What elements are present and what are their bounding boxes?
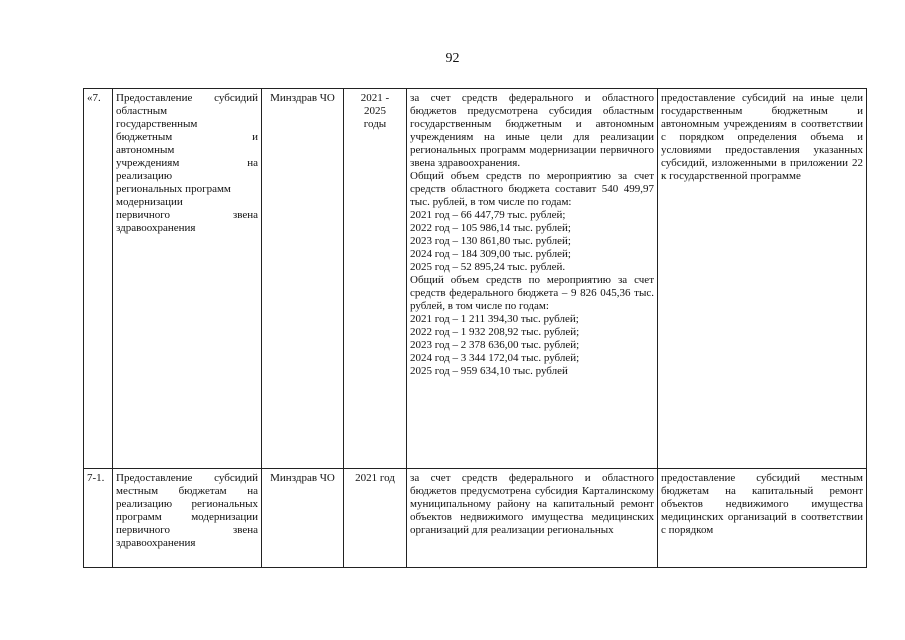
- page-number: 92: [445, 51, 460, 66]
- regional-total: Общий объем средств по мероприятию за счет средств областного бюджета составит 540 499,97 тыс. рублей, в том числе по годам:: [410, 170, 654, 208]
- measure-name-cell: [113, 89, 262, 469]
- measure-name-line: государственным: [116, 118, 198, 130]
- funding-intro: за счет средств федерального и областного бюджетов предусмотрена субсидия областным государственным бюджетным и автономным учреждениям на иные цели для реализации региональных программ модернизации первичного звена здравоохранения.: [410, 92, 654, 169]
- table-row: [84, 89, 867, 469]
- federal-total: Общий объем средств по мероприятию за счет средств федерального бюджета – 9 826 045,36 тыс. рублей, в том числе по годам:: [410, 274, 654, 312]
- measures-table: [83, 88, 867, 568]
- funding-cell: [407, 89, 658, 469]
- table-row: [84, 469, 867, 568]
- federal-year-line: 2024 год – 3 344 172,04 тыс. рублей;: [410, 352, 580, 364]
- measure-name-line: первичного звена: [116, 209, 258, 221]
- regional-year-line: 2025 год – 52 895,24 тыс. рублей.: [410, 261, 566, 273]
- procedure-cell: предоставление субсидий местным бюджетам на капитальный ремонт объектов недвижимого имущества медицинских организаций в соответствии с порядком: [658, 469, 867, 568]
- measure-name-line: бюджетным и: [116, 131, 258, 143]
- row-number: «7.: [84, 89, 113, 469]
- regional-year-line: 2023 год – 130 861,80 тыс. рублей;: [410, 235, 571, 247]
- federal-year-line: 2021 год – 1 211 394,30 тыс. рублей;: [410, 313, 579, 325]
- measure-name-line: реализацию: [116, 170, 173, 182]
- federal-year-line: 2025 год – 959 634,10 тыс. рублей: [410, 365, 568, 377]
- measure-name-line: учреждениям на: [116, 157, 258, 169]
- measure-name-cell: Предоставление субсидий местным бюджетам на реализацию региональных программ модернизации первичного звена здравоохранения: [113, 469, 262, 568]
- regional-year-line: 2024 год – 184 309,00 тыс. рублей;: [410, 248, 571, 260]
- regional-year-line: 2022 год – 105 986,14 тыс. рублей;: [410, 222, 571, 234]
- period-cell: 2021 год: [344, 469, 407, 568]
- period-text: 2021 - 2025 годы: [360, 92, 390, 130]
- measure-name-line: здравоохранения: [116, 222, 196, 234]
- federal-year-line: 2023 год – 2 378 636,00 тыс. рублей;: [410, 339, 580, 351]
- measure-name-line: автономным: [116, 144, 175, 156]
- period-cell: [344, 89, 407, 469]
- measure-name-line: Предоставление субсидий областным: [116, 92, 258, 117]
- funding-cell: за счет средств федерального и областного бюджетов предусмотрена субсидия Карталинскому муниципальному району на капитальный ремонт объектов недвижимого имущества медицинских организаций для реализации региональных: [407, 469, 658, 568]
- procedure-cell: предоставление субсидий на иные цели государственным бюджетным и автономным учреждениям в соответствии с порядком определения объема и условиями предоставления указанных субсидий, изложенными в приложении 22 к государственной программе: [658, 89, 867, 469]
- regional-year-line: 2021 год – 66 447,79 тыс. рублей;: [410, 209, 566, 221]
- executor-cell: Минздрав ЧО: [262, 469, 344, 568]
- measure-name-line: региональных программ: [116, 183, 231, 195]
- executor-cell: Минздрав ЧО: [262, 89, 344, 469]
- federal-year-line: 2022 год – 1 932 208,92 тыс. рублей;: [410, 326, 580, 338]
- measure-name-line: модернизации: [116, 196, 183, 208]
- row-number: 7-1.: [84, 469, 113, 568]
